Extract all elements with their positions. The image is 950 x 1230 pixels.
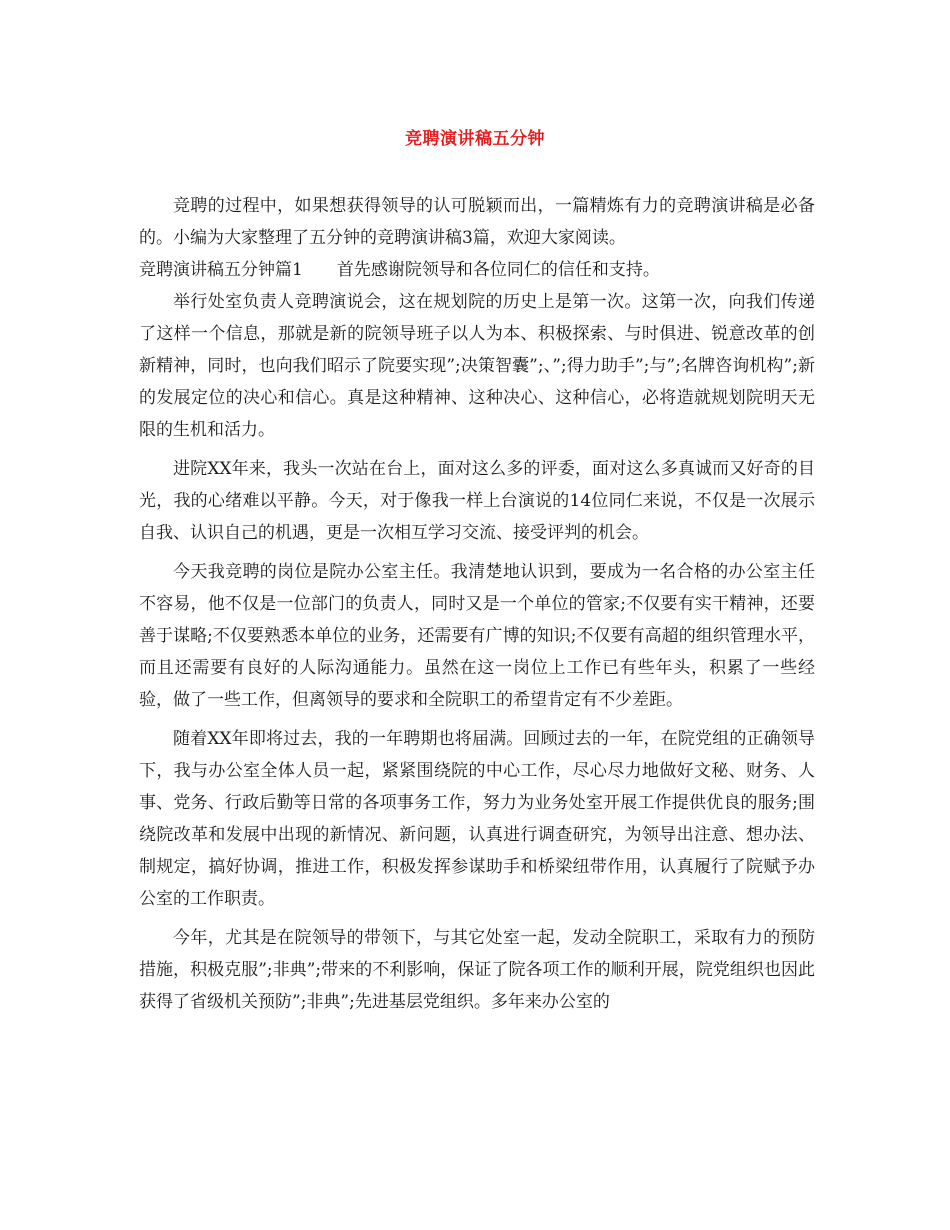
section-heading: 竞聘演讲稿五分钟篇1 [139,260,303,280]
paragraph-5: 今年，尤其是在院领导的带领下，与其它处室一起，发动全院职工，采取有力的预防措施，积极克服”;非典”;带来的不利影响，保证了院各项工作的顺利开展，院党组织也因此获得了省级机关预防”;非典”;先进基层党组织。多年来办公室的 [139,928,815,1012]
paragraph-3: 今天我竞聘的岗位是院办公室主任。我清楚地认识到，要成为一名合格的办公室主任不容易，他不仅是一位部门的负责人，同时又是一个单位的管家;不仅要有实干精神，还要善于谋略;不仅要熟悉本单位的业务，还需要有广博的知识;不仅要有高超的组织管理水平，而且还需要有良好的人际沟通能力。虽然在这一岗位上工作已有些年头，积累了一些经验，做了一些工作，但离领导的要求和全院职工的希望肯定有不少差距。 [139,562,815,710]
paragraph-4: 随着XX年即将过去，我的一年聘期也将届满。回顾过去的一年，在院党组的正确领导下，我与办公室全体人员一起，紧紧围绕院的中心工作，尽心尽力地做好文秘、财务、人事、党务、行政后勤等日常的各项事务工作，努力为业务处室开展工作提供优良的服务;围绕院改革和发展中出现的新情况、新问题，认真进行调查研究，为领导出注意、想办法、制规定，搞好协调，推进工作，积极发挥参谋助手和桥梁纽带作用，认真履行了院赋予办公室的工作职责。 [139,729,815,909]
section-first-sentence: 首先感谢院领导和各位同仁的信任和支持。 [336,260,660,280]
section-heading-line [139,254,815,286]
paragraph-1: 举行处室负责人竞聘演说会，这在规划院的历史上是第一次。这第一次，向我们传递了这样一个信息，那就是新的院领导班子以人为本、积极探索、与时俱进、锐意改革的创新精神，同时，也向我们昭示了院要实现”;决策智囊”;、”;得力助手”;与”;名牌咨询机构”;新的发展定位的决心和信心。真是这种精神、这种决心、这种信心，必将造就规划院明天无限的生机和活力。 [139,292,815,440]
document-body [139,190,815,1018]
paragraph-2: 进院XX年来，我头一次站在台上，面对这么多的评委，面对这么多真诚而又好奇的目光，我的心绪难以平静。今天，对于像我一样上台演说的14位同仁来说，不仅是一次展示自我、认识自己的机遇，更是一次相互学习交流、接受评判的机会。 [139,459,815,543]
document-title: 竞聘演讲稿五分钟 [405,129,545,149]
intro-paragraph: 竞聘的过程中，如果想获得领导的认可脱颖而出，一篇精炼有力的竞聘演讲稿是必备的。小编为大家整理了五分钟的竞聘演讲稿3篇，欢迎大家阅读。 [139,196,815,248]
